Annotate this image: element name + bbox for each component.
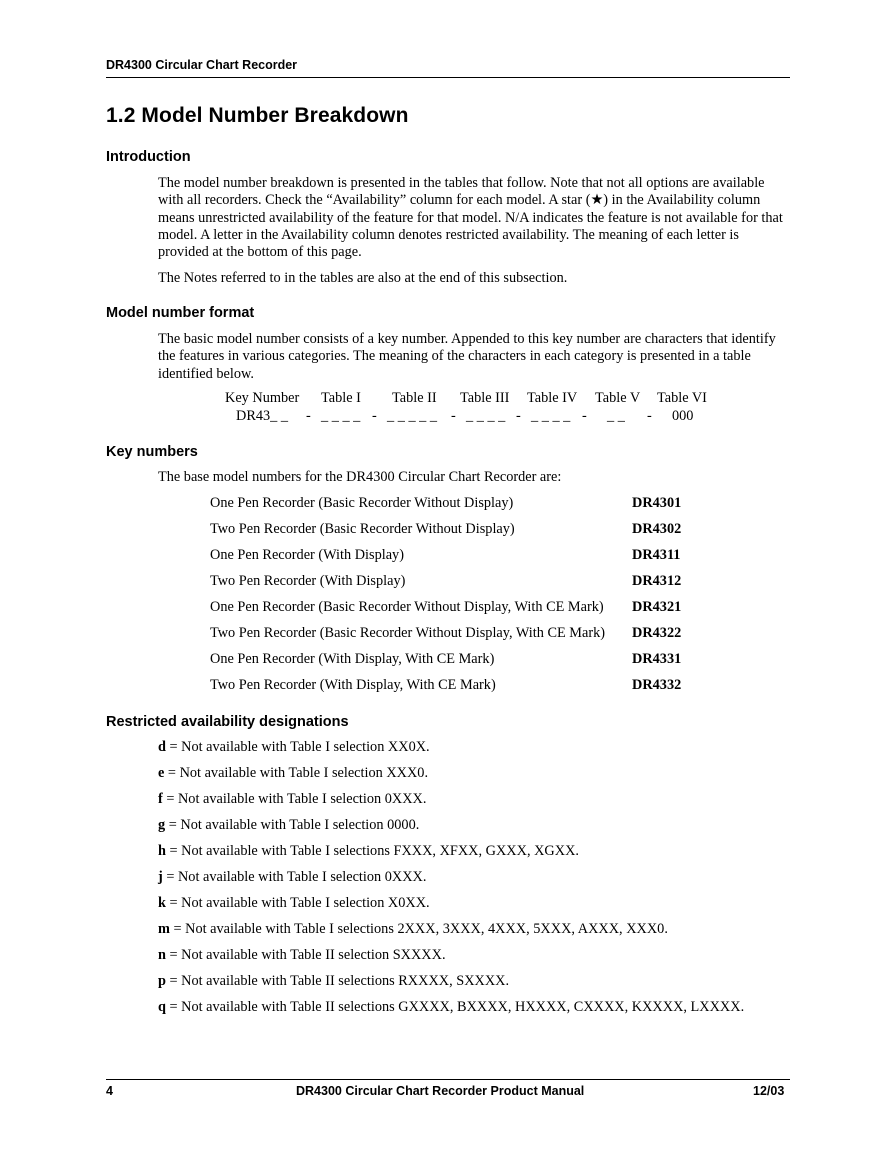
key-number-model: DR4311 xyxy=(632,547,681,563)
page-number: 4 xyxy=(106,1084,113,1098)
restricted-code: p xyxy=(158,973,166,989)
key-number-row xyxy=(210,521,730,539)
key-number-description: Two Pen Recorder (With Display, With CE Mark) xyxy=(210,677,496,693)
restricted-text: = Not available with Table II selections RXXXX, SXXXX. xyxy=(165,973,510,989)
format-label-key-number: Key Number xyxy=(225,390,300,406)
introduction-heading: Introduction xyxy=(106,149,191,165)
key-number-description: Two Pen Recorder (Basic Recorder Without Display) xyxy=(210,521,515,537)
key-number-description: One Pen Recorder (With Display) xyxy=(210,547,404,563)
format-table-6-value: 000 xyxy=(672,408,694,424)
restricted-item xyxy=(158,921,668,938)
restricted-code: j xyxy=(158,869,163,885)
format-label-table-1: Table I xyxy=(321,390,361,406)
key-number-row xyxy=(210,599,730,617)
restricted-code: g xyxy=(158,817,166,833)
restricted-code: q xyxy=(158,999,166,1015)
restricted-item xyxy=(158,739,430,756)
restricted-item xyxy=(158,843,579,860)
restricted-text: = Not available with Table I selection XXX0. xyxy=(164,765,429,781)
format-label-table-6: Table VI xyxy=(657,390,707,406)
restricted-code: e xyxy=(158,765,165,781)
restricted-heading: Restricted availability designations xyxy=(106,714,349,730)
format-table-3-placeholder: _ _ _ _ xyxy=(466,408,506,424)
format-table-2-placeholder: _ _ _ _ _ xyxy=(387,408,438,424)
key-number-row xyxy=(210,625,730,643)
key-number-row xyxy=(210,677,730,695)
restricted-text: = Not available with Table II selection SXXXX. xyxy=(165,947,446,963)
restricted-code: k xyxy=(158,895,166,911)
format-label-table-2: Table II xyxy=(392,390,437,406)
restricted-text: = Not available with Table I selection 0XXX. xyxy=(162,791,427,807)
key-number-description: One Pen Recorder (With Display, With CE Mark) xyxy=(210,651,495,667)
restricted-code: d xyxy=(158,739,166,755)
introduction-paragraph-2: The Notes referred to in the tables are also at the end of this subsection. xyxy=(158,270,568,287)
footer-date: 12/03 xyxy=(753,1084,785,1098)
running-header: DR4300 Circular Chart Recorder xyxy=(106,58,298,72)
model-format-diagram xyxy=(222,390,722,426)
format-label-table-5: Table V xyxy=(595,390,641,406)
format-label-table-3: Table III xyxy=(460,390,510,406)
key-number-model: DR4331 xyxy=(632,651,682,667)
format-separator: - xyxy=(451,408,456,424)
format-table-4-placeholder: _ _ _ _ xyxy=(531,408,571,424)
format-label-row xyxy=(222,390,722,408)
format-label-table-4: Table IV xyxy=(527,390,578,406)
restricted-text: = Not available with Table I selection 0000. xyxy=(165,817,420,833)
format-table-5-placeholder: _ _ xyxy=(607,408,625,424)
key-number-row xyxy=(210,495,730,513)
key-number-model: DR4302 xyxy=(632,521,682,537)
restricted-text: = Not available with Table I selection 0XXX. xyxy=(162,869,427,885)
restricted-item xyxy=(158,973,509,990)
format-separator: - xyxy=(582,408,587,424)
key-number-description: Two Pen Recorder (With Display) xyxy=(210,573,406,589)
restricted-text: = Not available with Table I selection XX0X. xyxy=(165,739,430,755)
header-rule xyxy=(106,77,790,78)
format-separator: - xyxy=(516,408,521,424)
key-number-row xyxy=(210,651,730,669)
key-number-model: DR4321 xyxy=(632,599,682,615)
introduction-body xyxy=(158,175,786,288)
restricted-text: = Not available with Table II selections GXXXX, BXXXX, HXXXX, CXXXX, KXXXX, LXXXX. xyxy=(165,999,745,1015)
section-title: 1.2 Model Number Breakdown xyxy=(106,104,409,127)
restricted-item xyxy=(158,869,426,886)
key-number-model: DR4332 xyxy=(632,677,682,693)
key-number-row xyxy=(210,547,730,565)
restricted-item xyxy=(158,817,419,834)
model-format-heading: Model number format xyxy=(106,305,255,321)
restricted-item xyxy=(158,895,430,912)
introduction-paragraph-1: The model number breakdown is presented in the tables that follow. Note that not all options are available with all recorders. Check the “Availability” column for each model. A star (★) in the Availability column means unrestricted availability of the feature for that model. N/A indicates the feature is not available for that model. A letter in the Availability column denotes restricted availability. The meaning of each letter is provided at the bottom of this page. xyxy=(158,175,783,261)
key-number-description: One Pen Recorder (Basic Recorder Without Display, With CE Mark) xyxy=(210,599,604,615)
key-numbers-intro: The base model numbers for the DR4300 Circular Chart Recorder are: xyxy=(158,469,562,485)
key-number-model: DR4312 xyxy=(632,573,682,589)
restricted-text: = Not available with Table I selection X0XX. xyxy=(165,895,430,911)
model-format-paragraph: The basic model number consists of a key number. Appended to this key number are characters that identify the features in various categories. The meaning of the characters in each category is presented in a table identified below. xyxy=(158,331,776,382)
restricted-item xyxy=(158,947,446,964)
model-format-body xyxy=(158,331,786,383)
restricted-code: f xyxy=(158,791,163,807)
format-separator: - xyxy=(306,408,311,424)
format-table-1-placeholder: _ _ _ _ xyxy=(321,408,361,424)
format-separator: - xyxy=(372,408,377,424)
key-number-description: Two Pen Recorder (Basic Recorder Without Display, With CE Mark) xyxy=(210,625,606,641)
key-number-model: DR4301 xyxy=(632,495,682,511)
footer-manual-title: DR4300 Circular Chart Recorder Product Manual xyxy=(296,1084,585,1098)
restricted-code: n xyxy=(158,947,166,963)
restricted-text: = Not available with Table I selections 2XXX, 3XXX, 4XXX, 5XXX, AXXX, XXX0. xyxy=(169,921,668,937)
footer-rule xyxy=(106,1079,790,1080)
format-separator: - xyxy=(647,408,652,424)
restricted-code: h xyxy=(158,843,166,859)
key-numbers-heading: Key numbers xyxy=(106,444,198,460)
format-value-row xyxy=(222,408,722,426)
key-number-description: One Pen Recorder (Basic Recorder Without Display) xyxy=(210,495,514,511)
restricted-item xyxy=(158,999,744,1016)
restricted-code: m xyxy=(158,921,170,937)
key-number-model: DR4322 xyxy=(632,625,682,641)
key-number-row xyxy=(210,573,730,591)
restricted-item xyxy=(158,765,428,782)
format-key-placeholder: DR43_ _ xyxy=(236,408,289,424)
restricted-text: = Not available with Table I selections FXXX, XFXX, GXXX, XGXX. xyxy=(165,843,579,859)
restricted-item xyxy=(158,791,426,808)
